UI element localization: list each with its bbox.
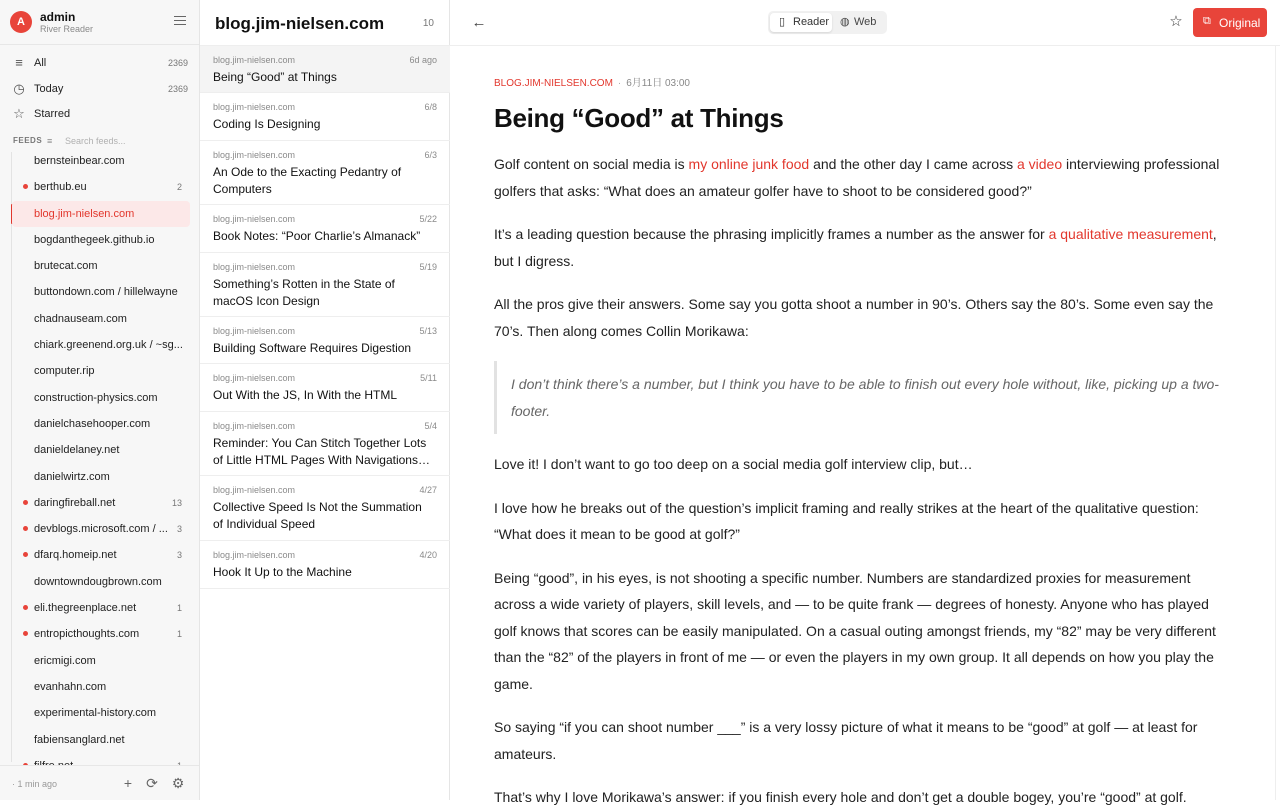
feed-name: chiark.greenend.org.uk / ~sg... bbox=[34, 339, 183, 352]
nav-label: Today bbox=[34, 83, 64, 95]
feed-item[interactable] bbox=[12, 516, 198, 542]
article-title: Book Notes: “Poor Charlie’s Almanack” bbox=[213, 229, 421, 243]
text: interviewing professional golfers that asks: “What does an amateur golfer have to shoot to be considered good?” bbox=[494, 156, 1220, 199]
account-header[interactable] bbox=[0, 0, 199, 45]
article-row[interactable] bbox=[200, 541, 450, 589]
feed-name: ericmigi.com bbox=[34, 654, 96, 667]
list-header bbox=[200, 0, 450, 46]
feed-name: entropicthoughts.com bbox=[34, 628, 140, 641]
feed-item[interactable] bbox=[12, 411, 198, 437]
open-original-button[interactable] bbox=[1193, 8, 1267, 37]
view-mode-toggle bbox=[768, 11, 887, 34]
feed-item[interactable] bbox=[12, 542, 198, 568]
paragraph: Love it! I don’t want to go too deep on a social media golf interview clip, but… bbox=[494, 456, 973, 472]
feed-name: buttondown.com / hillelwayne bbox=[34, 286, 178, 299]
feed-unread-count: 3 bbox=[176, 550, 182, 561]
reader-mode-button[interactable] bbox=[770, 13, 832, 32]
nav-count: 2369 bbox=[167, 84, 188, 94]
feeds-label: FEEDS bbox=[13, 136, 43, 145]
text: , but I digress. bbox=[494, 226, 1217, 269]
article-source: blog.jim-nielsen.com bbox=[213, 550, 296, 560]
feed-item[interactable] bbox=[12, 569, 198, 595]
reader-scrollbar[interactable] bbox=[1275, 46, 1276, 800]
article-date: 5/22 bbox=[419, 214, 437, 224]
star-icon: ☆ bbox=[13, 106, 25, 121]
original-label: Original bbox=[1219, 16, 1261, 30]
feed-unread-count: 1 bbox=[176, 629, 182, 640]
back-arrow-icon[interactable]: ← bbox=[471, 14, 487, 31]
nav-today[interactable] bbox=[12, 80, 190, 100]
feed-name: experimental-history.com bbox=[34, 707, 157, 720]
feed-name: daringfireball.net bbox=[34, 496, 116, 509]
unread-dot-icon bbox=[23, 552, 28, 557]
feed-item[interactable] bbox=[12, 174, 198, 200]
article-title: Being “Good” at Things bbox=[213, 70, 337, 84]
feed-item[interactable] bbox=[12, 358, 198, 384]
feed-name: fabiensanglard.net bbox=[34, 733, 125, 746]
feed-item[interactable] bbox=[12, 227, 198, 253]
refresh-icon[interactable]: ⟳ bbox=[146, 775, 158, 791]
article-row[interactable] bbox=[200, 412, 450, 476]
feed-name: evanhahn.com bbox=[34, 680, 107, 693]
feed-item[interactable] bbox=[12, 595, 198, 621]
feed-unread-count: 1 bbox=[176, 603, 182, 614]
sync-time: · 1 min ago bbox=[12, 779, 58, 789]
list-count: 10 bbox=[422, 18, 434, 29]
feed-item[interactable] bbox=[12, 306, 198, 332]
article-date: 6月11日 03:00 bbox=[626, 78, 690, 89]
article-row[interactable] bbox=[200, 317, 450, 364]
article-body bbox=[494, 74, 1234, 811]
feed-unread-count: 2 bbox=[176, 182, 182, 193]
text: and the other day I came across bbox=[809, 156, 1017, 172]
feed-name: danielwirtz.com bbox=[34, 470, 110, 483]
feed-item[interactable] bbox=[12, 621, 198, 647]
article-date: 6/3 bbox=[424, 150, 437, 160]
feed-item[interactable] bbox=[12, 437, 198, 463]
feed-unread-count: 3 bbox=[176, 524, 182, 535]
paragraph: That’s why I love Morikawa’s answer: if you finish every hole and don’t get a double bogey, you’re “good” at golf. bbox=[494, 789, 1187, 805]
article-date: 5/19 bbox=[419, 262, 437, 272]
account-name: admin bbox=[40, 10, 76, 24]
feed-item[interactable] bbox=[12, 148, 198, 174]
article-title: Something’s Rotten in the State of macOS Icon Design bbox=[213, 277, 395, 308]
feed-search-input[interactable] bbox=[65, 134, 185, 148]
article-source: blog.jim-nielsen.com bbox=[213, 214, 296, 224]
article-source: blog.jim-nielsen.com bbox=[213, 102, 296, 112]
article-title: Being “Good” at Things bbox=[494, 103, 784, 133]
paragraph bbox=[494, 221, 1234, 274]
feed-name: chadnauseam.com bbox=[34, 312, 127, 325]
add-feed-icon[interactable]: + bbox=[123, 775, 133, 791]
article-title: Hook It Up to the Machine bbox=[213, 565, 352, 579]
article-title: Collective Speed Is Not the Summation of Individual Speed bbox=[213, 500, 422, 531]
feed-item[interactable] bbox=[12, 279, 198, 305]
avatar[interactable]: A bbox=[10, 11, 32, 33]
feed-item[interactable] bbox=[12, 700, 198, 726]
feed-unread-count: 13 bbox=[171, 497, 182, 508]
sidebar bbox=[0, 0, 200, 800]
paragraph: All the pros give their answers. Some say you gotta shoot a number in 90’s. Others say the 80’s. Some even say the 70’s. Then along comes Collin Morikawa: bbox=[494, 296, 1214, 339]
feed-name: downtowndougbrown.com bbox=[34, 575, 162, 588]
paragraph bbox=[494, 151, 1234, 204]
article-row[interactable] bbox=[200, 93, 450, 141]
feed-item[interactable] bbox=[12, 464, 198, 490]
nav-all[interactable] bbox=[12, 54, 190, 74]
paragraph: I love how he breaks out of the question’s implicit framing and really strikes at the heart of the qualitative question: “What does it mean to be good at golf?” bbox=[494, 499, 1199, 542]
feed-item[interactable] bbox=[12, 385, 198, 411]
article-source-link[interactable]: BLOG.JIM-NIELSEN.COM bbox=[494, 78, 613, 89]
article-date: 5/4 bbox=[424, 421, 437, 431]
list-icon: ≡ bbox=[15, 55, 23, 70]
article-meta bbox=[494, 74, 1234, 90]
paragraph: So saying “if you can shoot number ___” is a very lossy picture of what it means to be “good” at golf — at least for amateurs. bbox=[494, 719, 1198, 762]
paragraph: Being “good”, in his eyes, is not shooting a specific number. Numbers are standardized proxies for measurement across a wide variety of players, skill levels, and — to be quite frank — degrees of honesty. Anyone who has played golf knows that scores can be easily manipulated. On a casual outing amongst friends, my “82” may be very different than the “82” of the players in front of me — or even the players in my own group. It all depends on how you play the game. bbox=[494, 569, 1216, 692]
feed-name: blog.jim-nielsen.com bbox=[34, 207, 135, 220]
article-title: Out With the JS, In With the HTML bbox=[213, 388, 398, 402]
article-row[interactable] bbox=[200, 205, 450, 253]
feed-item[interactable] bbox=[12, 201, 190, 227]
book-icon: ▯ bbox=[779, 16, 786, 28]
reader-toolbar bbox=[450, 0, 1280, 46]
star-article-icon[interactable]: ☆ bbox=[1169, 13, 1183, 30]
article-date: 4/20 bbox=[419, 550, 437, 560]
reader-mode-label: Reader bbox=[793, 16, 830, 28]
feed-name: computer.rip bbox=[34, 365, 95, 378]
feed-name: dfarq.homeip.net bbox=[34, 549, 117, 562]
article-row[interactable] bbox=[200, 46, 450, 93]
article-date: 6d ago bbox=[409, 55, 437, 65]
web-mode-button[interactable] bbox=[838, 13, 884, 32]
feed-name: eli.thegreenplace.net bbox=[34, 602, 137, 615]
article-date: 5/13 bbox=[419, 326, 437, 336]
filter-icon[interactable]: ≡ bbox=[47, 136, 53, 146]
nav-count: 2369 bbox=[167, 58, 188, 68]
article-row[interactable] bbox=[200, 253, 450, 317]
feed-item[interactable] bbox=[12, 648, 198, 674]
unread-dot-icon bbox=[23, 631, 28, 636]
meta-separator: · bbox=[617, 78, 622, 89]
list-title: blog.jim-nielsen.com bbox=[215, 14, 385, 33]
text: Golf content on social media is bbox=[494, 156, 689, 172]
hamburger-menu-icon[interactable] bbox=[174, 16, 186, 28]
reader-pane bbox=[450, 0, 1280, 805]
external-link-icon: ⧉ bbox=[1203, 15, 1211, 27]
feed-name: berthub.eu bbox=[34, 181, 87, 194]
feed-item[interactable] bbox=[12, 674, 198, 700]
link-video[interactable]: a video bbox=[1016, 156, 1063, 172]
feed-name: bernsteinbear.com bbox=[34, 155, 125, 167]
article-row[interactable] bbox=[200, 141, 450, 205]
clock-icon: ◷ bbox=[13, 81, 25, 96]
article-title: Building Software Requires Digestion bbox=[213, 341, 412, 355]
feed-name: devblogs.microsoft.com / ... bbox=[34, 523, 168, 536]
feed-name: construction-physics.com bbox=[34, 391, 158, 404]
article-source: blog.jim-nielsen.com bbox=[213, 150, 296, 160]
nav-label: Starred bbox=[34, 108, 71, 120]
feed-name: danielchasehooper.com bbox=[34, 417, 151, 430]
feed-item[interactable] bbox=[12, 727, 198, 753]
article-source: blog.jim-nielsen.com bbox=[213, 485, 296, 495]
unread-dot-icon bbox=[23, 500, 28, 505]
article-title: An Ode to the Exacting Pedantry of Computers bbox=[213, 165, 402, 196]
article-row[interactable] bbox=[200, 476, 450, 541]
settings-gear-icon[interactable]: ⚙ bbox=[171, 775, 185, 791]
article-title: Coding Is Designing bbox=[213, 117, 321, 131]
link-qualitative-measurement[interactable]: a qualitative measurement bbox=[1048, 226, 1213, 242]
link-junk-food[interactable]: my online junk food bbox=[688, 156, 810, 172]
article-source: blog.jim-nielsen.com bbox=[213, 262, 296, 272]
unread-dot-icon bbox=[23, 526, 28, 531]
article-source: blog.jim-nielsen.com bbox=[213, 421, 296, 431]
article-date: 4/27 bbox=[419, 485, 437, 495]
feed-name: danieldelaney.net bbox=[34, 444, 120, 457]
feed-list bbox=[12, 148, 198, 763]
feeds-header bbox=[13, 135, 193, 149]
nav-starred[interactable] bbox=[12, 105, 190, 125]
article-row[interactable] bbox=[200, 364, 450, 412]
article-source: blog.jim-nielsen.com bbox=[213, 326, 296, 336]
sidebar-footer bbox=[0, 765, 199, 800]
globe-icon: ◍ bbox=[840, 16, 850, 28]
article-source: blog.jim-nielsen.com bbox=[213, 55, 296, 65]
feed-item[interactable] bbox=[12, 490, 198, 516]
blockquote: I don’t think there’s a number, but I think you have to be able to finish out every hole without, like, picking up a two-footer. bbox=[494, 361, 1234, 434]
article-title: Reminder: You Can Stitch Together Lots of Little HTML Pages With Navigations… bbox=[213, 436, 430, 467]
web-mode-label: Web bbox=[854, 16, 877, 28]
article-date: 5/11 bbox=[420, 373, 437, 383]
app-name: River Reader bbox=[40, 24, 94, 34]
feed-item[interactable] bbox=[12, 332, 198, 358]
feed-name: brutecat.com bbox=[34, 260, 98, 273]
article-source: blog.jim-nielsen.com bbox=[213, 373, 296, 383]
unread-dot-icon bbox=[23, 184, 28, 189]
text: It’s a leading question because the phrasing implicitly frames a number as the answer for bbox=[494, 226, 1049, 242]
feed-name: bogdanthegeek.github.io bbox=[34, 233, 155, 246]
nav-label: All bbox=[34, 57, 47, 69]
article-date: 6/8 bbox=[424, 102, 437, 112]
feed-item[interactable] bbox=[12, 253, 198, 279]
article-list-pane bbox=[200, 0, 450, 800]
unread-dot-icon bbox=[23, 605, 28, 610]
